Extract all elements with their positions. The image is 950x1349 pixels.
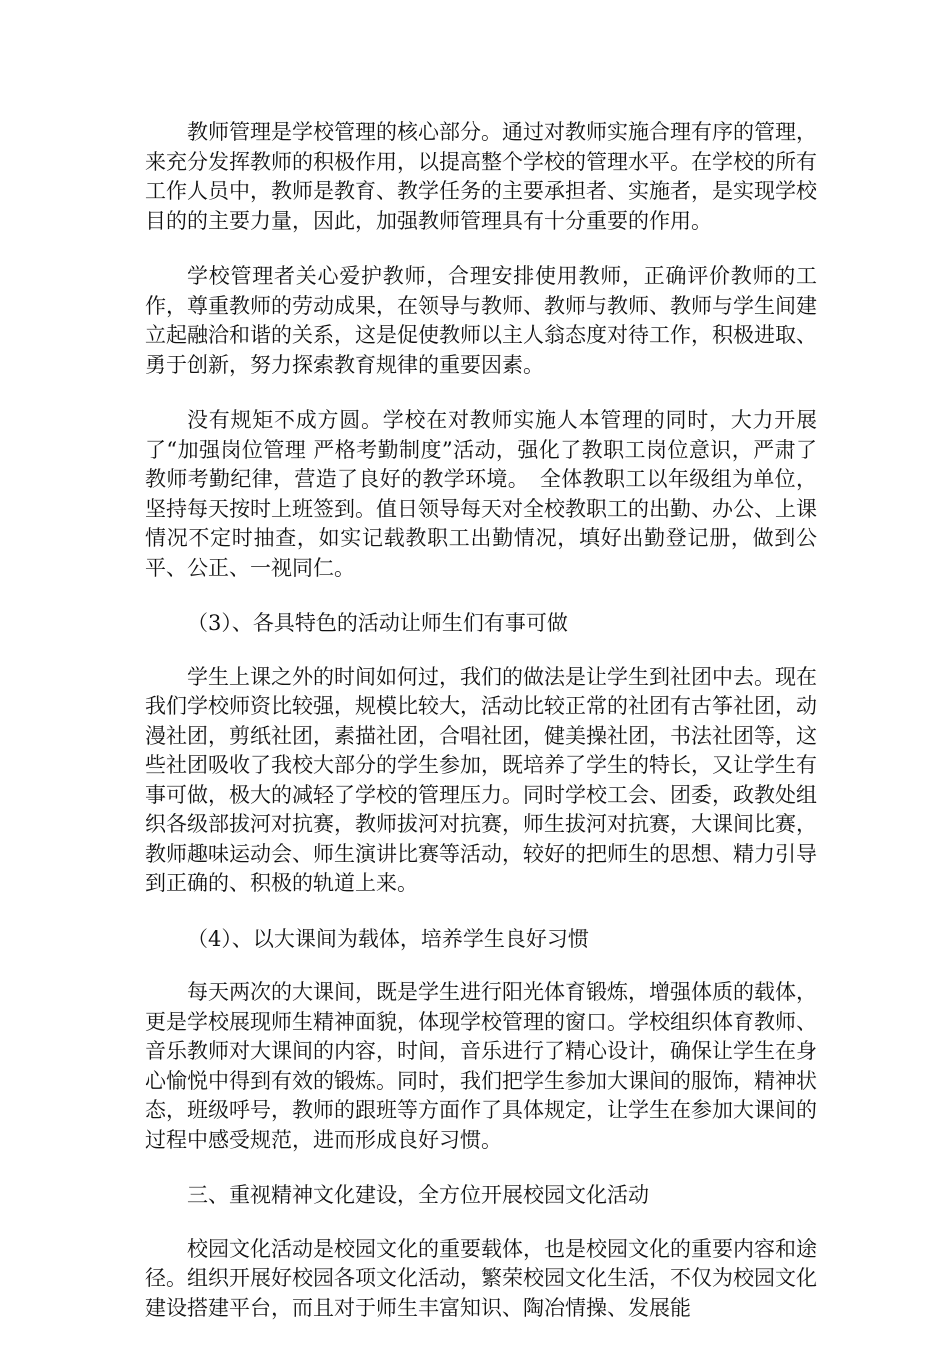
paragraph-campus-culture: 校园文化活动是校园文化的重要载体，也是校园文化的重要内容和途径。组织开展好校园各项文化活动，繁荣校园文化生活，不仅为校园文化建设搭建平台，而且对于师生丰富知识、陶冶情操、发展能 [145, 1236, 817, 1320]
section-heading-activities: （3）、各具特色的活动让师生们有事可做 [187, 611, 568, 635]
section-heading-culture: 三、重视精神文化建设，全方位开展校园文化活动 [187, 1183, 649, 1207]
section-heading-big-break: （4）、以大课间为载体，培养学生良好习惯 [187, 926, 589, 951]
paragraph-big-break: 每天两次的大课间，既是学生进行阳光体育锻炼，增强体质的载体，更是学校展现师生精神面貌，体现学校管理的窗口。学校组织体育教师、音乐教师对大课间的内容，时间，音乐进行了精心设计，确保让学生在身心愉悦中得到有效的锻炼。同时，我们把学生参加大课间的服饰，精神状态，班级呼号，教师的跟班等方面作了具体规定，让学生在参加大课间的过程中感受规范，进而形成良好习惯。 [145, 980, 817, 1152]
paragraph-teacher-management: 教师管理是学校管理的核心部分。通过对教师实施合理有序的管理，来充分发挥教师的积极作用，以提高整个学校的管理水平。在学校的所有工作人员中，教师是教育、教学任务的主要承担者、实施者，是实现学校目的的主要力量，因此，加强教师管理具有十分重要的作用。 [145, 120, 817, 233]
paragraph-caring-teachers: 学校管理者关心爱护教师，合理安排使用教师，正确评价教师的工作，尊重教师的劳动成果，在领导与教师、教师与教师、教师与学生间建立起融洽和谐的关系，这是促使教师以主人翁态度对待工作，积极进取、勇于创新，努力探索教育规律的重要因素。 [145, 264, 817, 377]
paragraph-student-clubs: 学生上课之外的时间如何过，我们的做法是让学生到社团中去。现在我们学校师资比较强，规模比较大，活动比较正常的社团有古筝社团，动漫社团，剪纸社团，素描社团，合唱社团，健美操社团，书法社团等，这些社团吸收了我校大部分的学生参加，既培养了学生的特长，又让学生有事可做，极大的减轻了学校的管理压力。同时学校工会、团委，政教处组织各级部拔河对抗赛，教师拔河对抗赛，师生拔河对抗赛，大课间比赛，教师趣味运动会、师生演讲比赛等活动，较好的把师生的思想、精力引导到正确的、积极的轨道上来。 [145, 664, 817, 895]
document-page [145, 118, 817, 1349]
paragraph-attendance-rules: 没有规矩不成方圆。学校在对教师实施人本管理的同时，大力开展了“加强岗位管理 严格考勤制度”活动，强化了教职工岗位意识，严肃了教师考勤纪律，营造了良好的教学环境。 全体教职工以年级组为单位，坚持每天按时上班签到。值日领导每天对全校教职工的出勤、办公、上课情况不定时抽查，如实记载教职工出勤情况，填好出勤登记册，做到公平、公正、一视同仁。 [145, 408, 817, 580]
